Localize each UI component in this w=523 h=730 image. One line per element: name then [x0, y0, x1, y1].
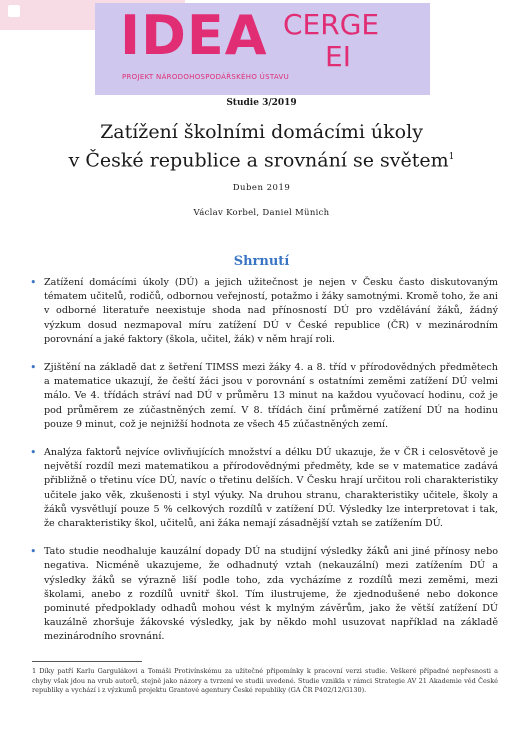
logo-subtitle: PROJEKT NÁRODOHOSPODÁŘSKÉHO ÚSTAVU: [122, 73, 290, 81]
study-number: Studie 3/2019: [226, 98, 297, 108]
summary-item-text: Analýza faktorů nejvíce ovlivňujících množství a délku DÚ ukazuje, že v ČR i celosvětově je největší rozdíl mezi matematikou a přírodovědnými předměty, kde se v matematice zadává přibližně o třetinu více DÚ, navíc o třetinu delších. V Česku hrají určitou roli charakteristiky učitele jako věk, zkušenosti i styl výuky. Na druhou stranu, charakteristiky učitele, školy a žáků vysvětlují pouze 5 % celkových rozdílů v zatížení DÚ. Výsledky lze interpretovat i tak, že charakteristiky škol, učitelů, ani žáka nemají zásadnější vztah se zatížením DÚ.: [44, 447, 498, 530]
bullet-icon: •: [30, 446, 37, 460]
idea-cerge-logo: [95, 3, 430, 95]
summary-list: [30, 276, 498, 659]
summary-item: [30, 361, 498, 432]
title-line-1: Zatížení školními domácími úkoly: [100, 121, 423, 143]
bullet-icon: •: [30, 545, 37, 559]
summary-heading: Shrnutí: [233, 254, 290, 269]
logo-idea-text: IDEA: [120, 4, 268, 67]
logo-cerge-text: CERGE: [283, 8, 380, 41]
title-footnote-marker: 1: [448, 152, 455, 162]
summary-item: [30, 446, 498, 531]
title-line-2: [0, 145, 523, 173]
summary-item-text: Zjištění na základě dat z šetření TIMSS mezi žáky 4. a 8. tříd v přírodovědných předmětech a matematice ukazují, že čeští žáci jsou v porovnání s ostatními zeměmi zatížení DÚ velmi málo. Ve 4. třídách stráví nad DÚ v průměru 13 minut na každou vyučovací hodinu, což je pod průměrem ze zúčastněných zemí. V 8. třídách činí průměrné zatížení DÚ na hodinu pouze 9 minut, což je nejnižší hodnota ze všech 45 zúčastněných zemí.: [44, 362, 498, 430]
logo-ei-text: EI: [325, 40, 351, 73]
summary-item: [30, 276, 498, 347]
publication-date: Duben 2019: [232, 183, 291, 193]
summary-item: [30, 545, 498, 644]
bullet-icon: •: [30, 276, 37, 289]
title-line-2-text: v České republice a srovnání se světem: [68, 149, 449, 172]
footnote: 1 Díky patří Karlu Gargulákovi a Tomáši Protivínskému za užitečné připomínky k pracovní verzi studie. Veškeré případné nepřesnosti a chyby však jdou na vrub autorů, stejně jako názory a tvrzení ve studii uvedené. Studie vznikla v rámci Strategie AV 21 Akademie věd České republiky a vychází i z výzkumů projektu Grantové agentury České republiky (GA ČR P402/12/G130).: [32, 667, 498, 694]
summary-item-text: Zatížení domácími úkoly (DÚ) a jejich užitečnost je nejen v Česku často diskutovaným tématem učitelů, rodičů, odbornou veřejností, potažmo i žáky samotnými. Kromě toho, že ani v odborné literatuře neexistuje shoda nad přínosností DÚ pro vzdělávání žáků, žádný výzkum dosud nezmapoval míru zatížení DÚ v České republice (ČR) v mezinárodním porovnání a jaké faktory (škola, učitel, žák) v něm hrají roli.: [44, 277, 498, 345]
bullet-icon: •: [30, 361, 37, 375]
summary-item-text: Tato studie neodhaluje kauzální dopady DÚ na studijní výsledky žáků ani jiné přínosy nebo negativa. Nicméně ukazujeme, že odhadnutý vztah (nekauzální) mezi zatížením DÚ a výsledky žáků se výrazně liší podle toho, zda vycházíme z rozdílů mezi zeměmi, mezi školami, anebo z rozdílů uvnitř škol. Tím ilustrujeme, že zjednodušené nebo dokonce pominuté předpoklady odhadů mohou vést k mylným závěrům, jako že větší zatížení DÚ kauzálně zhoršuje žákovské výsledky, jak by někdo mohl usuzovat například na základě mezinárodního srovnání.: [44, 546, 498, 643]
authors: Václav Korbel, Daniel Münich: [193, 208, 330, 218]
toolbar-square-icon: [8, 5, 20, 17]
document-title: [0, 120, 523, 173]
footnote-divider: [32, 661, 142, 662]
